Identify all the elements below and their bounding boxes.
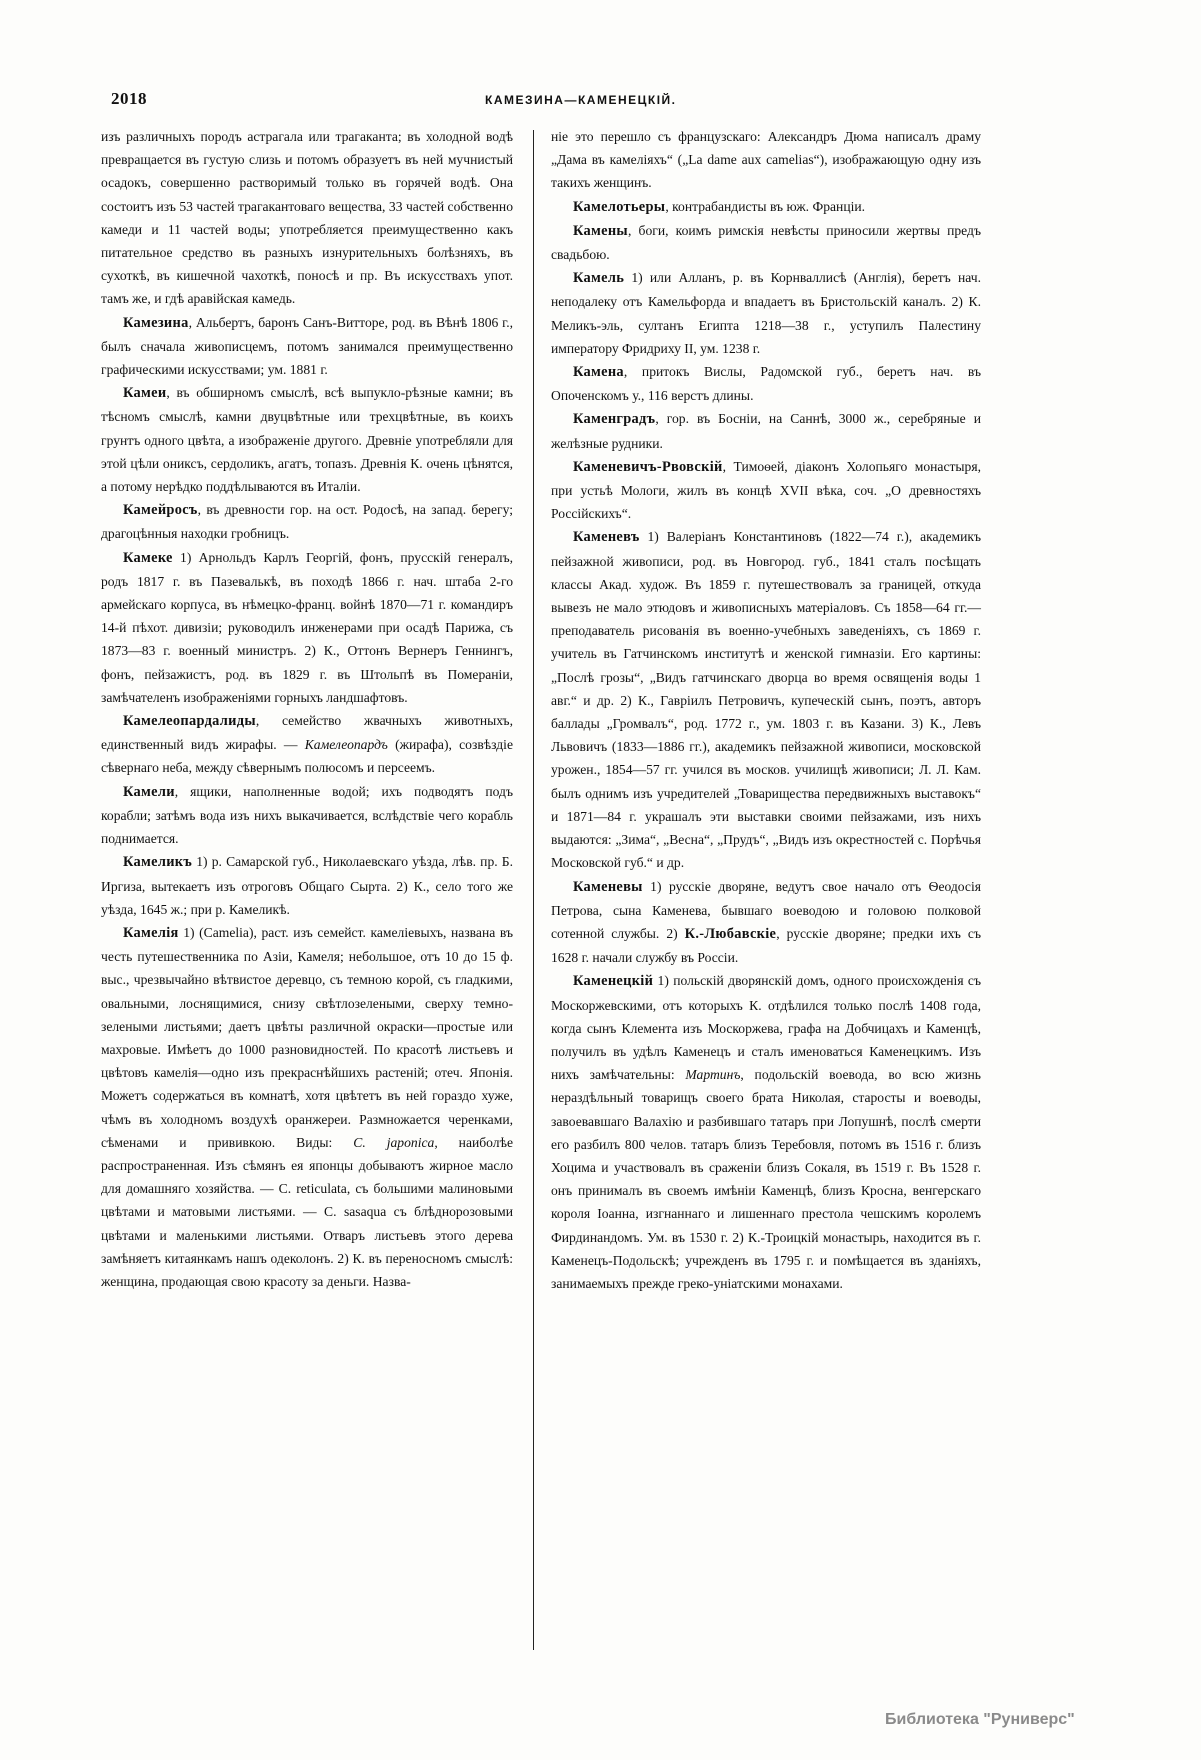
entry-text: , гор. въ Босніи, на Саннѣ, 3000 ж., серебряные и желѣзные рудники. (551, 411, 981, 451)
dictionary-entry (551, 266, 981, 360)
entry-headword: Камейросъ (123, 502, 198, 519)
entry-headword: Камелія (123, 924, 179, 941)
entry-italic-term: Мартинъ (685, 1067, 741, 1083)
entry-text: ніе это перешло съ французскаго: Александръ Дюма написалъ драму „Дама въ камеліяхъ“ („La dame aux camelias“), изображающую одну изъ такихъ женщинъ. (551, 129, 981, 191)
entry-headword: Каменевы (573, 878, 643, 895)
dictionary-entry (101, 709, 513, 780)
entry-subheadword: К.-Любавскіе (684, 925, 777, 942)
entry-headword: Каменградъ (573, 411, 656, 428)
entry-text: , ящики, наполненные водой; ихъ подводятъ подъ корабли; затѣмъ вода изъ нихъ выкачивается, вслѣдствіе чего корабль поднимается. (101, 783, 513, 847)
entry-text: , боги, коимъ римскія невѣсты приносили жертвы предъ свадьбою. (551, 222, 981, 263)
entry-text: , въ древности гор. на ост. Родосѣ, на запад. берегу; драгоцѣнныя находки гробницъ. (101, 502, 513, 542)
library-credit-watermark: Библиотека "Руниверс" (885, 1711, 1075, 1728)
entry-text: 1) русскіе дворяне, ведутъ свое начало отъ Ѳеодосія Петрова, сына Каменева, бывшаго воеводою и головою полковой сотенной службы. 2) (551, 878, 981, 941)
entry-headword: Камена (573, 364, 624, 381)
entry-text: , Тимоѳей, діаконъ Холопьяго монастыря, при устьѣ Мологи, жилъ въ концѣ XVII вѣка, соч. „О древностяхъ Россійскихъ“. (551, 458, 981, 522)
dictionary-entry (551, 525, 981, 874)
page-number: 2018 (111, 89, 147, 108)
entry-headword: Камеи (123, 385, 167, 402)
dictionary-entry (551, 875, 981, 970)
dictionary-entry (551, 125, 981, 195)
entry-text: 1) Арнольдъ Карлъ Георгій, фонъ, прусскій генералъ, родъ 1817 г. въ Пазевалькѣ, въ походѣ 1866 г. нач. штаба 2-го армейскаго корпуса, въ нѣмецко-франц. войнѣ 1870—71 г. командиръ 14-й пѣхот. дивизіи; руководилъ инженерами при осадѣ Парижа, съ 1873—83 г. военный министръ. 2) К., Оттонъ Вернеръ Геннингъ, фонъ, пейзажистъ, род. въ 1829 г. въ Штольпѣ въ Помераніи, замѣчателенъ изображеніями горныхъ ландшафтовъ. (101, 549, 513, 705)
entry-text: 1) или Алланъ, р. въ Корнваллисѣ (Англія), беретъ нач. неподалеку отъ Камельфорда и впадаетъ въ Бристольскій каналъ. 2) К. Меликъ-эль, султанъ Египта 1218—38 г., уступилъ Палестину императору Фридриху II, ум. 1238 г. (551, 270, 981, 356)
dictionary-entry (551, 455, 981, 526)
dictionary-entry (101, 125, 513, 311)
entry-headword: Камелотьеры (573, 198, 666, 215)
entry-text: , въ обширномъ смыслѣ, всѣ выпукло-рѣзные камни; въ тѣсномъ смыслѣ, камни двуцвѣтные или трехцвѣтные, въ коихъ грунтъ одного цвѣта, а изображеніе другого. Древніе употребляли для этой цѣли ониксъ, сердоликъ, агатъ, топазъ. Древнія К. очень цѣнятся, а потому нерѣдко поддѣлываются въ Италіи. (101, 385, 513, 495)
entry-text: изъ различныхъ породъ астрагала или трагаканта; въ холодной водѣ превращается въ густую слизь и потомъ образуетъ въ ней мучнистый осадокъ, совершенно растворимый только въ горячей водѣ. Она состоитъ изъ 53 частей трагакантоваго вещества, 33 частей собственно камеди и 11 частей воды; употребляется преимущественно какъ питательное средство въ разныхъ изнурительныхъ болѣзняхъ, въ сухоткѣ, въ кишечной чахоткѣ, поносѣ и пр. Въ искусствахъ упот. тамъ же, и гдѣ аравійская камедь. (101, 129, 513, 307)
dictionary-entry (101, 921, 513, 1293)
entry-italic-term: C. japonica (353, 1134, 435, 1150)
dictionary-entry (101, 546, 513, 709)
dictionary-entry (101, 311, 513, 382)
left-column (101, 125, 513, 1293)
entry-headword: Камели (123, 783, 175, 800)
entry-headword: Каменевичъ-Рвовскій (573, 458, 723, 475)
entry-headword: Камезина (123, 314, 189, 331)
running-head: КАМЕЗИНА—КАМЕНЕЦКІЙ. (485, 93, 677, 107)
dictionary-entry (101, 381, 513, 498)
dictionary-entry (101, 498, 513, 545)
entry-text: 1) р. Самарской губ., Николаевскаго уѣзда, лѣв. пр. Б. Иргиза, вытекаетъ изъ отроговъ Общаго Сырта. 2) К., село того же уѣзда, 1645 ж.; при р. Камеликѣ. (101, 854, 513, 917)
entry-headword: Камеликъ (123, 854, 193, 871)
entry-text: 1) польскій дворянскій домъ, одного происхожденія съ Москоржевскими, отъ которыхъ К. отдѣлился только послѣ 1408 года, когда сынъ Клемента изъ Москоржева, графа на Добчицахъ и Каменцѣ, получилъ въ удѣлъ Каменецъ и сталъ именоваться Каменецкимъ. Изъ нихъ замѣчательны: (551, 973, 981, 1083)
entry-text-continued: , наиболѣе распространенная. Изъ сѣмянъ ея японцы добываютъ жирное масло для домашняго хозяйства. — C. reticulata, съ большими малиновыми цвѣтами и матовыми листьями. — C. sasaqua съ блѣднорозовыми цвѣтами и маленькими листьями. Отваръ листьевъ этого дерева замѣняетъ китаянкамъ нашъ одеколонъ. 2) К. въ переносномъ смыслѣ: женщина, продающая свою красоту за деньги. Назва- (101, 1134, 513, 1289)
entry-headword: Камелеопардалиды (123, 713, 256, 730)
entry-text: 1) (Camelia), раст. изъ семейст. камеліевыхъ, названа въ честь путешественника по Азіи, Камеля; небольшое, отъ 10 до 15 ф. выс., чрезвычайно вѣтвистое деревцо, съ темною корой, съ гладкими, овальными, лоснящимися, снизу свѣтлозелеными, сверху темно-зелеными листьями; даетъ цвѣты различной окраски—простые или махровые. Имѣетъ до 1000 разновидностей. По красотѣ листьевъ и цвѣтовъ камелія—одно изъ прекраснѣйшихъ растеній; отеч. Японія. Можетъ содержаться въ комнатѣ, хотя цвѣтетъ въ ней гораздо хуже, чѣмъ въ холодномъ воздухѣ оранжереи. Размножается черенками, сѣменами и прививкою. Виды: (101, 924, 513, 1150)
dictionary-entry (551, 407, 981, 454)
entry-headword: Каменецкій (573, 973, 654, 990)
entry-text-continued: , русскіе дворяне; предки ихъ съ 1628 г. начали службу въ Россіи. (551, 925, 981, 966)
dictionary-entry (551, 195, 981, 219)
entry-text-continued: , подольскій воевода, во всю жизнь нераздѣльный товарищъ своего брата Николая, старосты и воеводы, завоевавшаго Валахію и разбившаго татаръ при Лопушнѣ, послѣ смерти его разбилъ 800 челов. татаръ близъ Теребовля, потомъ въ 1516 г. близъ Хоцима и участвовалъ въ сраженіи близъ Сокаля, въ 1519 г. Въ 1528 г. онъ принималъ въ своемъ имѣніи Каменцѣ, близъ Кросна, венгерскаго короля Іоанна, изгнаннаго и лишеннаго престола чешскимъ королемъ Фирдинандомъ. Ум. въ 1530 г. 2) К.-Троицкій монастырь, находится въ г. Каменецъ-Подольскѣ; учрежденъ въ 1795 г. и помѣщается въ зданіяхъ, занимаемыхъ прежде греко-уніатскими монахами. (551, 1067, 982, 1291)
entry-headword: Камены (573, 222, 628, 239)
entry-headword: Камель (573, 270, 625, 287)
entry-italic-term: Камелеопардъ (304, 737, 388, 753)
entry-text: , контрабандисты въ юж. Франціи. (665, 198, 866, 214)
entry-headword: Каменевъ (573, 529, 640, 546)
entry-headword: Камеке (123, 549, 173, 566)
dictionary-entry (101, 780, 513, 851)
dictionary-entry (551, 360, 981, 407)
column-divider (533, 130, 534, 1650)
dictionary-entry (551, 969, 981, 1295)
entry-text-continued: (жирафа), созвѣздіе сѣвернаго неба, между сѣвернымъ полюсомъ и персеемъ. (101, 737, 513, 776)
entry-text: , семейство жвачныхъ животныхъ, единственный видъ жирафы. — (101, 713, 513, 753)
entry-text: , Альбертъ, баронъ Санъ-Витторе, род. въ Вѣнѣ 1806 г., былъ сначала живописцемъ, потомъ занимался преимущественно графическими искусствами; ум. 1881 г. (101, 314, 513, 378)
dictionary-entry (101, 850, 513, 921)
entry-text: , притокъ Вислы, Радомской губ., беретъ нач. въ Опоченскомъ у., 116 верстъ длины. (551, 364, 981, 404)
entry-text: 1) Валеріанъ Константиновъ (1822—74 г.), академикъ пейзажной живописи, род. въ Новгород. губ., 1841 сталъ посѣщать классы Акад. худож. Въ 1859 г. путешествовалъ за границей, откуда вывезъ не мало этюдовъ и живописныхъ матеріаловъ. Съ 1858—64 гг.—преподаватель рисованія въ военно-учебныхъ заведеніяхъ, съ 1869 г. учитель въ Гатчинскомъ институтѣ и женской гимназіи. Его картины: „Послѣ грозы“, „Видъ гатчинскаго дворца во время освященія воды 1 авг.“ и др. 2) К., Гавріилъ Петровичъ, купеческій сынъ, поэтъ, авторъ баллады „Громвалъ“, род. 1772 г., ум. 1803 г. въ Казани. 3) К., Левъ Львовичъ (1833—1886 гг.), академикъ пейзажной живописи, московской урожен., 1854—57 гг. учился въ москов. училищѣ живописи; Л. Л. Кам. былъ однимъ изъ учредителей „Товарищества передвижныхъ выставокъ“ и 1871—84 г. украшалъ эти выставки своими пейзажами, изъ нихъ выдаются: „Зима“, „Весна“, „Прудъ“, „Видъ изъ окрестностей с. Порѣчья Московской губ.“ и др. (551, 529, 981, 871)
dictionary-entry (551, 219, 981, 266)
right-column (551, 125, 981, 1295)
